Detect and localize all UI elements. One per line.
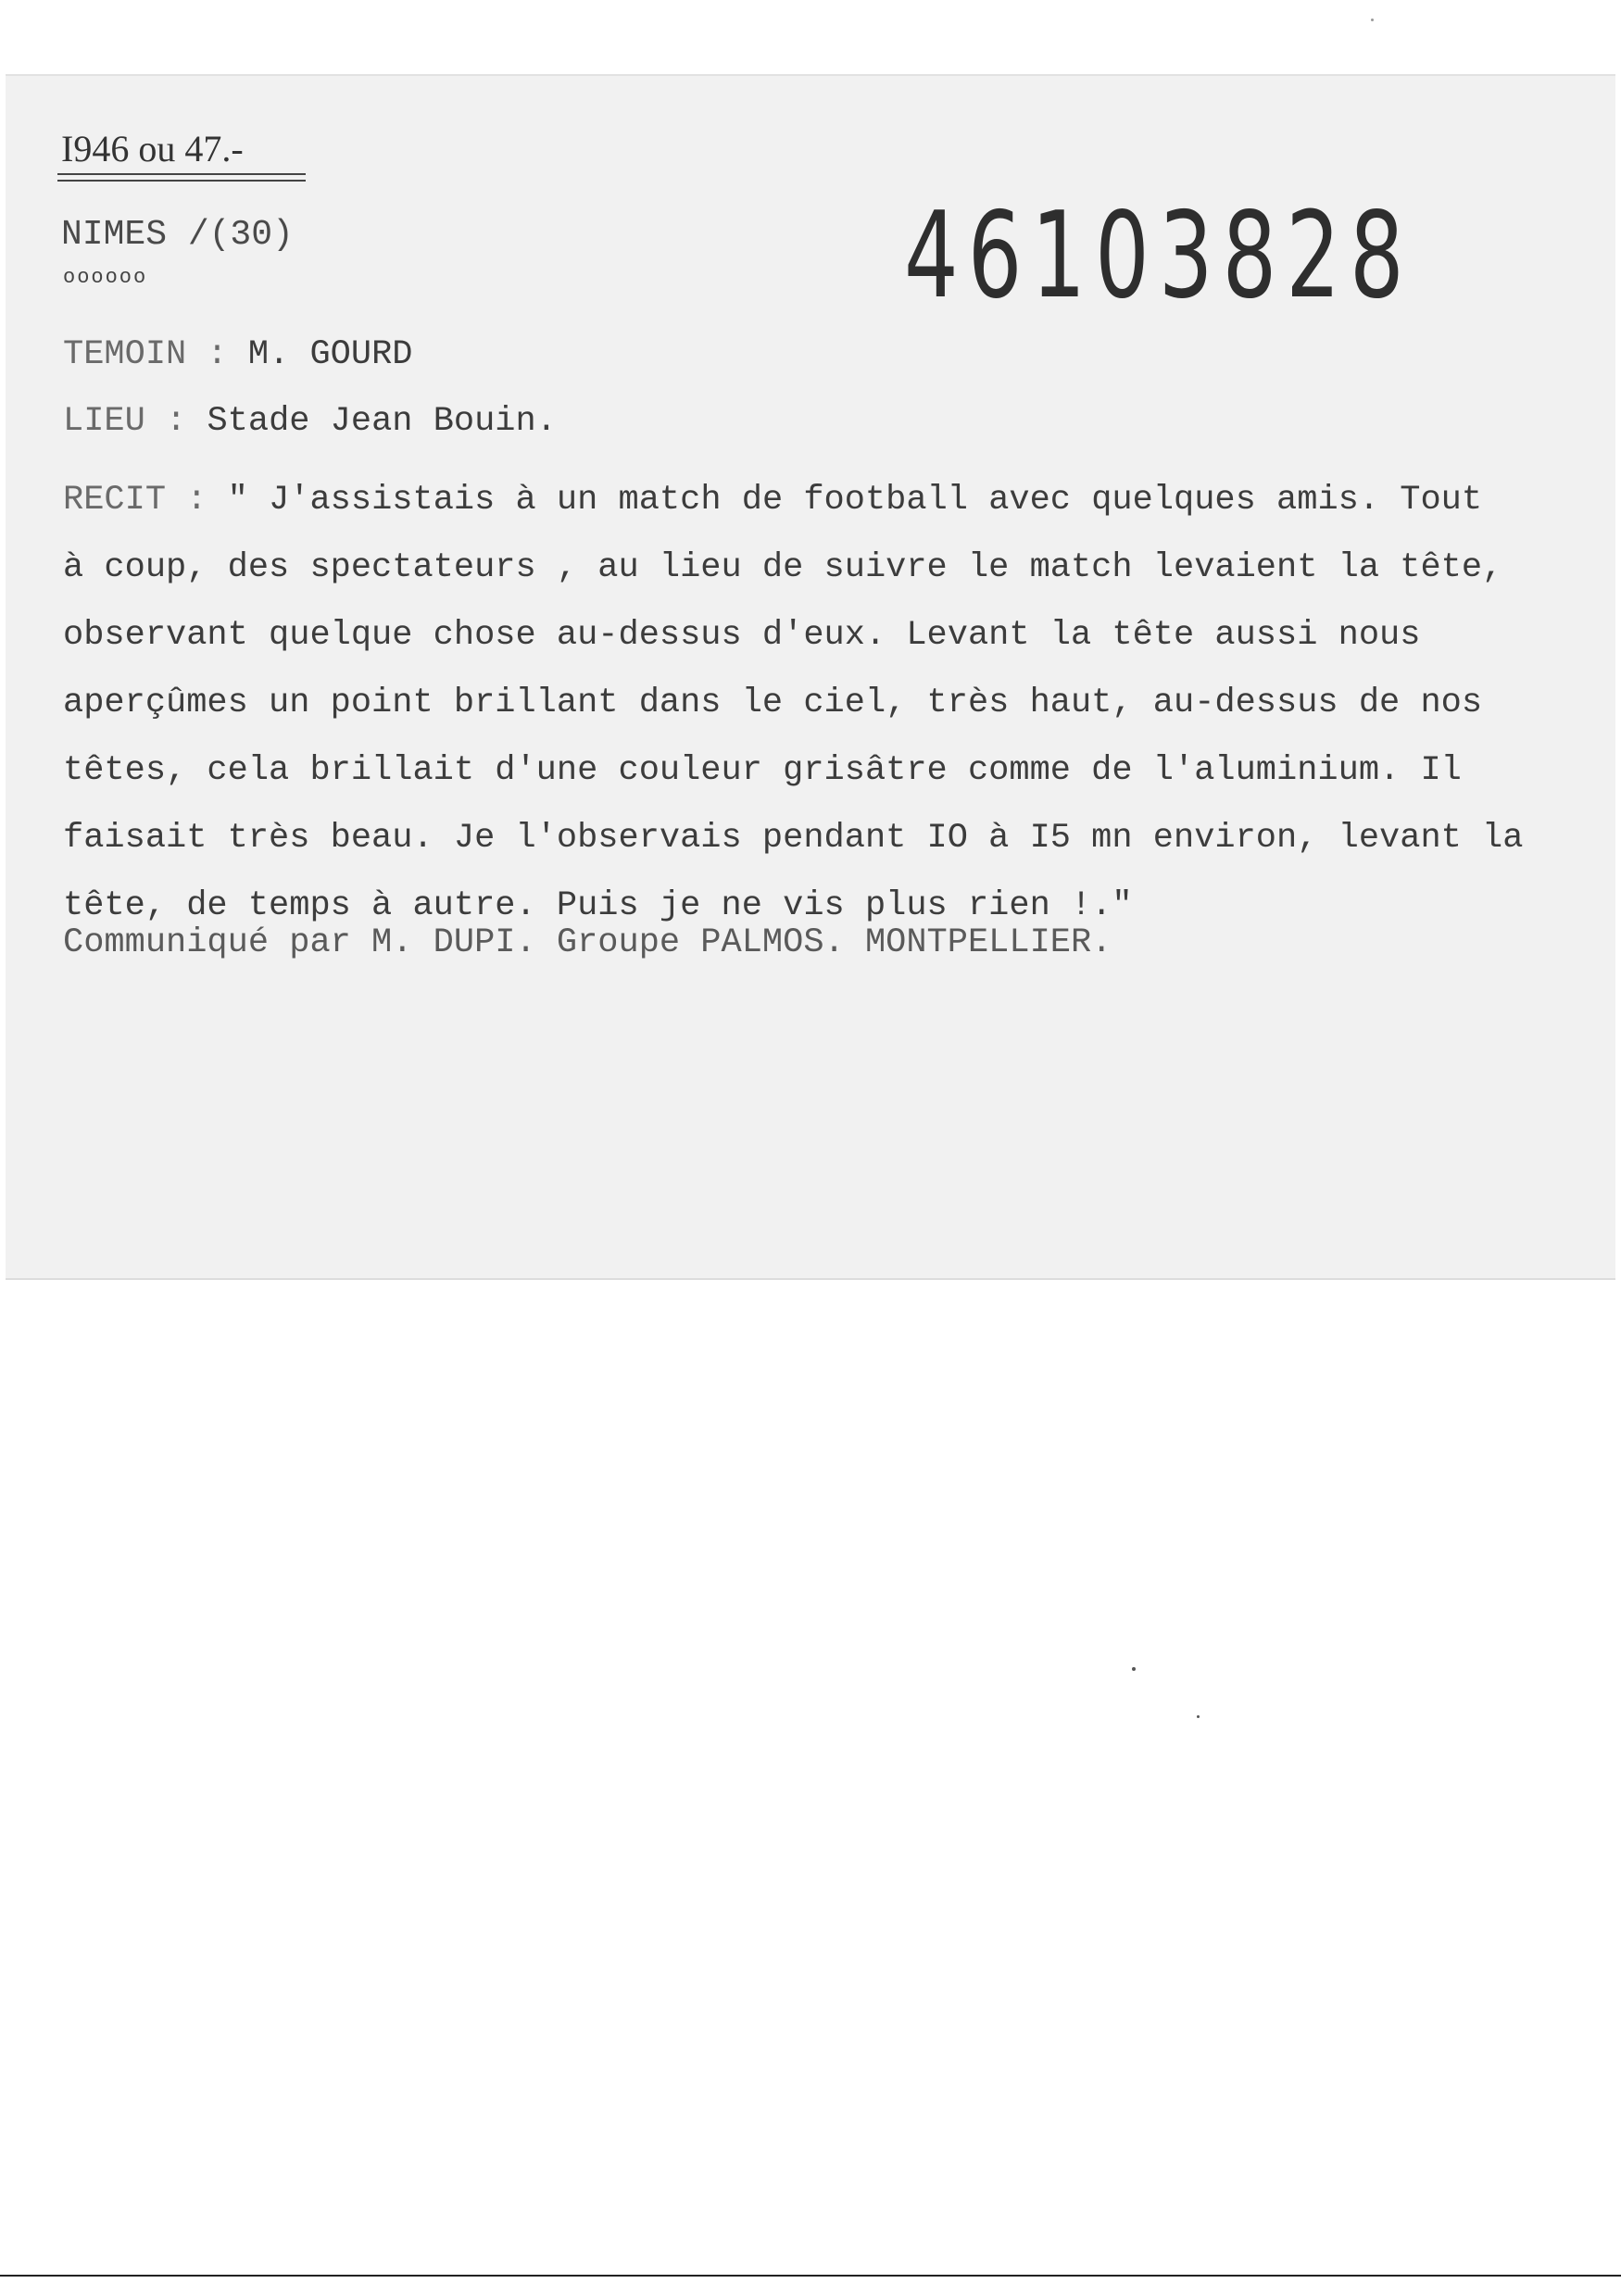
place-label: LIEU : [63,402,187,441]
place-field [63,402,557,441]
scan-edge-line [0,2275,1621,2277]
witness-field [63,335,413,374]
index-card [6,74,1615,1280]
date-double-underline [57,180,306,182]
account-line: têtes, cela brillait d'une couleur grisâtre comme de l'aluminium. Il [63,751,1462,790]
source-credit: Communiqué par M. DUPI. Groupe PALMOS. MONTPELLIER. [63,923,1112,962]
account-text [63,467,1610,940]
account-line [63,467,1610,534]
reference-number-stamp: 46103828 [904,187,1414,325]
paper-speck [1197,1715,1200,1718]
city-underline-marks: oooooo [63,266,148,289]
paper-speck [1371,19,1374,21]
account-line: tête, de temps à autre. Puis je ne vis plus rien !." [63,886,1133,925]
account-line-text: " J'assistais à un match de football avec quelques amis. Tout [227,481,1483,520]
report-date: I946 ou 47.- [61,128,244,169]
account-line: faisait très beau. Je l'observais pendant IO à I5 mn environ, levant la [63,819,1524,858]
account-line: observant quelque chose au-dessus d'eux. Levant la tête aussi nous [63,616,1421,655]
account-line: aperçûmes un point brillant dans le ciel, très haut, au-dessus de nos [63,684,1483,722]
place-value: Stade Jean Bouin. [207,402,557,441]
witness-value: M. GOURD [247,335,413,374]
report-city: NIMES /(30) [61,215,294,255]
paper-speck [1132,1667,1136,1671]
witness-label: TEMOIN : [63,335,228,374]
account-line: à coup, des spectateurs , au lieu de suivre le match levaient la tête, [63,548,1503,587]
date-underline [57,173,306,175]
account-label: RECIT : [63,481,207,520]
